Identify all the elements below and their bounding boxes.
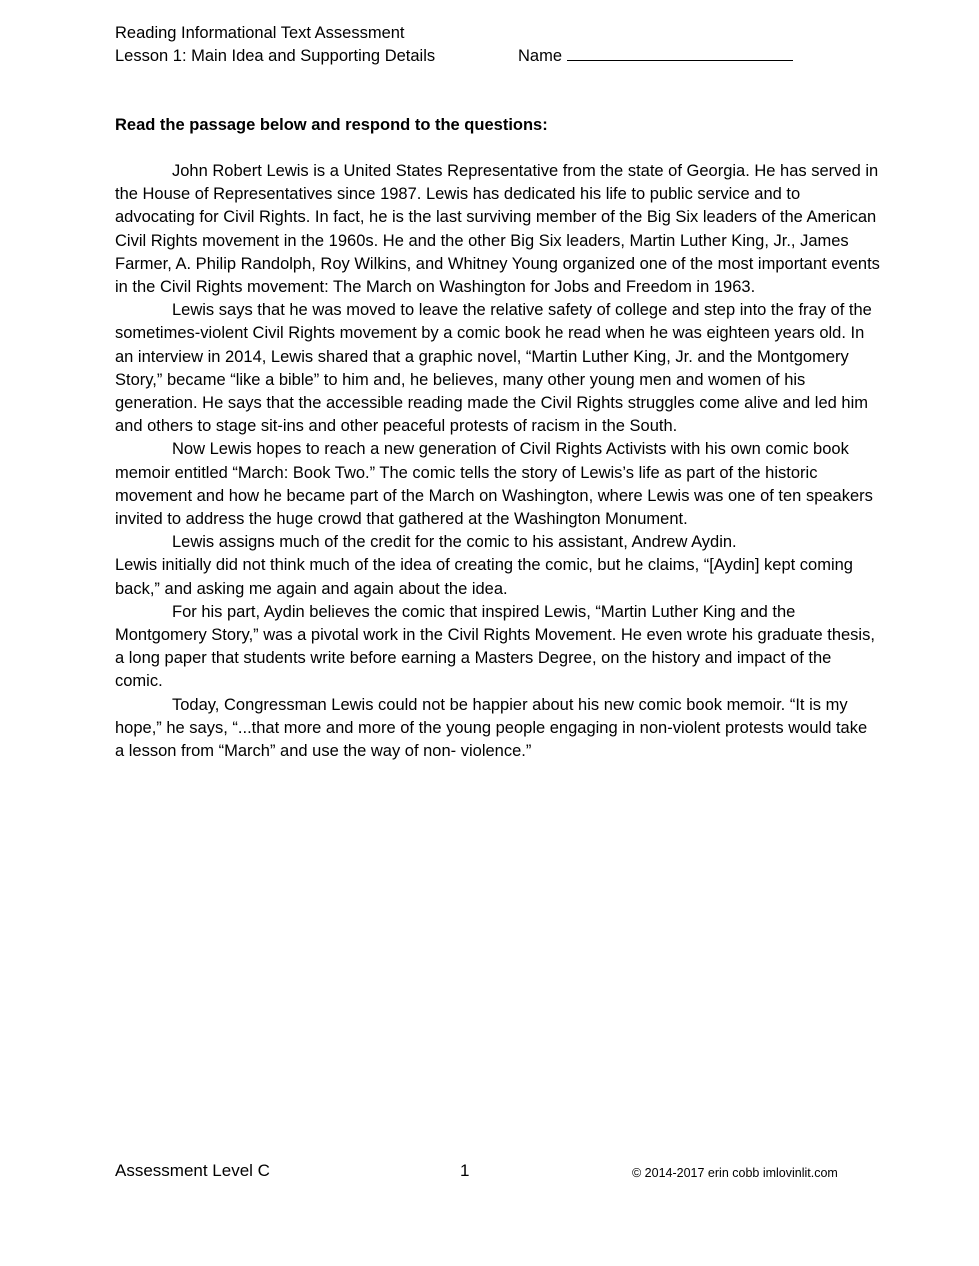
passage-paragraph: Lewis says that he was moved to leave the relative safety of college and step into the fray of the sometimes-violent Civil Rights movement by a comic book he read when he was eighteen years old. In an interview in 2014, Lewis shared that a graphic novel, “Martin Luther King, Jr. and the Montgomery Story,” became “like a bible” to him and, he believes, many other young men and women of his generation. He says that the accessible reading made the Civil Rights struggles come alive and led him and others to stage sit-ins and other peaceful protests of racism in the South. — [115, 301, 872, 436]
passage-paragraph: Lewis initially did not think much of the idea of creating the comic, but he claims, “[Aydin] kept coming back,” and asking me again and again about the idea. — [115, 556, 853, 598]
passage-paragraph: Today, Congressman Lewis could not be happier about his new comic book memoir. “It is my hope,” he says, “...that more and more of the young people engaging in non-violent protests would take a lesson from “March” and use the way of non- violence.” — [115, 695, 868, 761]
name-blank-line[interactable] — [567, 46, 793, 61]
passage-paragraph: Now Lewis hopes to reach a new generation of Civil Rights Activists with his own comic book memoir entitled “March: Book Two.” The comic tells the story of Lewis’s life as part of the historic movement and how he became part of the March on Washington, where Lewis was one of ten speakers invited to address the huge crowd that gathered at the Washington Monument. — [115, 440, 873, 529]
header — [115, 22, 875, 68]
header-row — [115, 45, 875, 68]
footer — [115, 1161, 855, 1185]
passage-paragraph: Lewis assigns much of the credit for the comic to his assistant, Andrew Aydin. — [172, 533, 737, 552]
lesson-title: Lesson 1: Main Idea and Supporting Details — [115, 47, 436, 65]
assessment-level: Assessment Level C — [115, 1161, 270, 1180]
name-field[interactable] — [518, 45, 793, 68]
passage-paragraph: John Robert Lewis is a United States Representative from the state of Georgia. He has served in the House of Representatives since 1987. Lewis has dedicated his life to public service and to advocating for Civil Rights. In fact, he is the last surviving member of the Big Six leaders of the American Civil Rights movement in the 1960s. He and the other Big Six leaders, Martin Luther King, Jr., James Farmer, A. Philip Randolph, Roy Wilkins, and Whitney Young organized one of the most important events in the Civil Rights movement: The March on Washington for Jobs and Freedom in 1963. — [115, 162, 880, 297]
passage-paragraph: For his part, Aydin believes the comic that inspired Lewis, “Martin Luther King and the Montgomery Story,” was a pivotal work in the Civil Rights Movement. He even wrote his graduate thesis, a long paper that students write before earning a Masters Degree, on the history and impact of the comic. — [115, 602, 875, 691]
page-number: 1 — [460, 1161, 470, 1180]
instructions: Read the passage below and respond to the questions: — [115, 116, 548, 134]
name-label: Name — [518, 47, 563, 65]
copyright-notice: © 2014-2017 erin cobb imlovinlit.com — [632, 1166, 838, 1180]
assessment-title: Reading Informational Text Assessment — [115, 24, 405, 42]
passage — [115, 160, 880, 763]
